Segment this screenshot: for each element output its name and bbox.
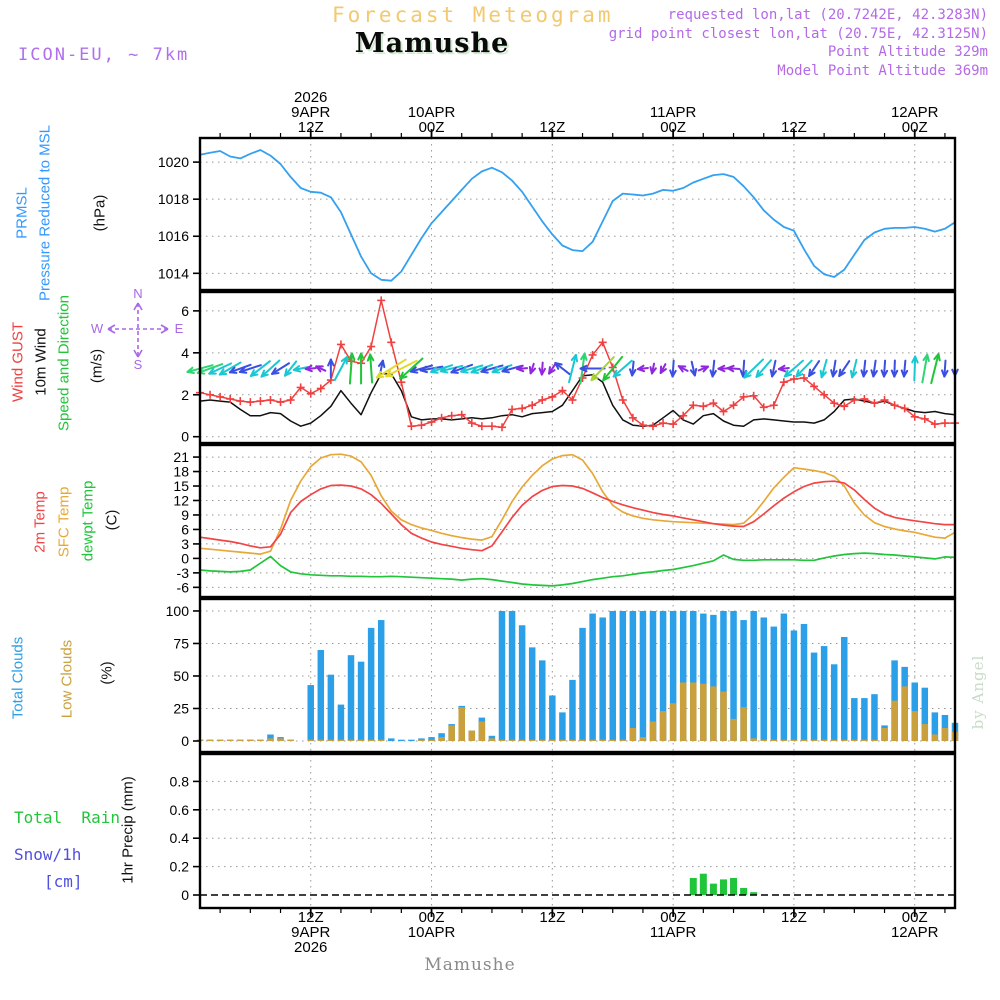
bottom-time-label: 11APR [649, 924, 697, 941]
total-cloud-bar [368, 628, 375, 741]
total-cloud-bar [318, 650, 325, 741]
temp-2m-label: 2m Temp [31, 491, 49, 553]
temp-2m-line [200, 481, 955, 551]
low-cloud-bar [791, 740, 798, 741]
low-cloud-bar [217, 740, 224, 741]
wind-arrow-head [851, 371, 852, 377]
top-time-label: 00Z [418, 119, 445, 136]
precip-ytick-label: 0.6 [169, 801, 189, 818]
total-cloud-bar [378, 620, 385, 741]
low-cloud-bar [458, 707, 465, 741]
wind-arrow-head [530, 367, 531, 373]
wind-arrows [187, 354, 957, 384]
low-cloud-bar [287, 740, 294, 741]
low-cloud-bar [599, 740, 606, 741]
wind-unit-label: (m/s) [88, 348, 106, 384]
low-cloud-bar [509, 740, 515, 741]
precip-bars [200, 874, 955, 895]
pressure-axis-label-sub: Pressure Reduced to MSL [36, 125, 54, 301]
low-cloud-bar [227, 740, 234, 741]
total-cloud-bar [358, 662, 365, 741]
low-cloud-bar [640, 737, 647, 741]
wind-arrow-head [831, 370, 833, 376]
station-title: Mamushe [354, 28, 510, 59]
wind-arrow-head [938, 354, 939, 360]
low-cloud-bar [549, 740, 556, 741]
total-cloud-bar [821, 646, 828, 741]
top-time-label: 12Z [781, 119, 807, 136]
pressure-axis-label-main: PRMSL [13, 187, 31, 239]
total-cloud-bar [559, 712, 566, 741]
wind-arrow-head [585, 354, 587, 360]
low-cloud-bar [428, 740, 435, 741]
top-time-label: 12APR [890, 104, 939, 121]
total-cloud-bar [408, 740, 415, 741]
wind-ytick-label: 4 [181, 344, 189, 361]
total-cloud-bar [791, 630, 798, 741]
pressure-unit-label: (hPa) [91, 194, 109, 232]
wind-ytick-label: 2 [181, 386, 189, 403]
top-time-label: 00Z [901, 119, 928, 136]
low-cloud-bar [901, 686, 908, 741]
sfc-temp-line [200, 454, 955, 554]
wind-arrow-head [549, 367, 550, 373]
precip-ytick-label: 0.2 [169, 858, 189, 875]
low-cloud-bar [690, 682, 697, 741]
total-cloud-bar [519, 625, 526, 741]
low-cloud-bar [730, 719, 737, 741]
low-cloud-bar [660, 711, 667, 741]
total-cloud-bar [771, 627, 778, 741]
low-cloud-bar [891, 701, 898, 741]
low-cloud-bar [771, 740, 778, 741]
low-cloud-bar [469, 731, 476, 741]
low-cloud-bar [911, 711, 918, 741]
low-cloud-bar [871, 740, 878, 741]
clouds-unit-label: (%) [98, 661, 116, 685]
low-cloud-bar [801, 740, 808, 741]
pressure-ytick-label: 1014 [157, 265, 189, 282]
bottom-time-label: 00Z [418, 909, 445, 926]
low-cloud-bar [781, 740, 788, 741]
top-time-label: 00Z [660, 119, 687, 136]
low-cloud-bar [257, 740, 264, 741]
low-cloud-bar [277, 738, 284, 741]
top-time-label: 9APR [291, 104, 331, 121]
low-cloud-bar [700, 684, 707, 741]
rain-bar [720, 879, 727, 895]
low-cloud-bar [247, 740, 254, 741]
low-cloud-bar [358, 740, 365, 741]
bottom-time-label: 2026 [294, 939, 328, 956]
wind-arrow-head [650, 367, 651, 373]
total-cloud-bar [650, 611, 657, 741]
wind-arrow-head [285, 369, 286, 375]
meta-requested: requested lon,lat (20.7242E, 42.3283N) [667, 7, 988, 23]
low-cloud-bar [720, 692, 727, 741]
low-cloud-bar [922, 724, 929, 741]
total-cloud-bar [609, 611, 616, 741]
temp-dewpt-label: dewpt Temp [79, 480, 97, 562]
total-cloud-bar [338, 705, 345, 741]
low-cloud-bar [750, 738, 757, 741]
low-cloud-bar [740, 707, 747, 741]
pressure-ytick-label: 1016 [157, 228, 189, 245]
wind-speed-line [200, 374, 955, 426]
clouds-ytick-label: 50 [173, 667, 189, 684]
precip-ytick-label: 0.8 [169, 773, 189, 790]
total-cloud-bar [579, 628, 586, 741]
total-cloud-bar [640, 611, 647, 741]
low-cloud-bar [479, 721, 486, 741]
total-cloud-bar [388, 738, 395, 741]
low-cloud-bar [559, 740, 566, 741]
y-axis [158, 154, 200, 903]
footer-station: Mamushe [424, 955, 516, 975]
wind-arrow-head [809, 370, 810, 376]
total-cloud-bar [620, 611, 627, 741]
low-cloud-bar [328, 740, 335, 741]
compass-north: N [133, 288, 143, 301]
wind-arrow-head [576, 355, 577, 361]
low-cloud-bar [368, 740, 375, 741]
total-cloud-bar [348, 655, 355, 741]
low-cloud-bar [529, 740, 536, 741]
total-cloud-bar [499, 611, 506, 741]
total-cloud-bar [539, 660, 546, 741]
rain-bar [740, 888, 747, 895]
pressure-line [200, 150, 955, 281]
temp-ytick-label: 6 [181, 521, 189, 538]
low-cloud-bar [620, 740, 627, 741]
low-cloud-bar [821, 740, 828, 741]
precip-snow-unit-label: [cm] [44, 872, 83, 891]
pressure-panel-border [200, 138, 955, 290]
temp-ytick-label: 21 [173, 449, 189, 466]
low-cloud-bar [318, 740, 325, 741]
rain-bar [700, 874, 707, 895]
low-cloud-bar [489, 738, 496, 741]
wind-arrow [603, 357, 622, 380]
wind-arrow-head [555, 363, 561, 364]
temp-ytick-label: 15 [173, 478, 189, 495]
low-cloud-bar [378, 740, 385, 741]
temp-ytick-label: 12 [173, 492, 189, 509]
low-cloud-bar [267, 738, 274, 741]
low-cloud-bar [539, 740, 546, 741]
precip-ytick-label: 0 [181, 887, 189, 904]
model-label: ICON-EU, ~ 7km [18, 45, 190, 65]
top-time-label: 10APR [407, 104, 456, 121]
precip-snow-label: Snow/1h [14, 845, 82, 864]
total-cloud-bar [307, 685, 314, 741]
total-cloud-bar [589, 614, 596, 741]
temp-ytick-label: 0 [181, 550, 189, 567]
low-cloud-bar [307, 740, 314, 741]
pressure-ytick-label: 1020 [157, 154, 189, 171]
temp-ytick-label: -6 [176, 579, 189, 596]
total-cloud-bar [871, 694, 878, 741]
wind-gust-label: Wind GUST [9, 321, 27, 403]
compass-east: E [174, 321, 184, 336]
low-cloud-bar [237, 740, 244, 741]
low-cloud-bar [680, 682, 687, 741]
low-cloud-bar [569, 740, 576, 741]
total-cloud-bar [509, 611, 515, 741]
temp-sfc-label: SFC Temp [55, 486, 73, 558]
low-cloud-bar [760, 740, 767, 741]
gridlines [200, 138, 955, 908]
low-cloud-bar [630, 728, 637, 741]
clouds-ytick-label: 25 [173, 700, 189, 717]
wind-arrow-head [927, 355, 929, 361]
low-cloud-bar [851, 740, 858, 741]
wind-direction-label: Speed and Direction [55, 295, 73, 431]
temp-ytick-label: 3 [181, 535, 189, 552]
low-cloud-bar [811, 740, 818, 741]
low-cloud-bar [348, 740, 355, 741]
rain-bar [710, 884, 717, 895]
clouds-low-label: Low Clouds [58, 639, 76, 719]
total-cloud-bar [630, 611, 637, 741]
total-cloud-bar [851, 698, 858, 741]
wind-gust-line [200, 300, 955, 427]
low-cloud-bar [207, 740, 214, 741]
precip-ytick-label: 0.4 [169, 830, 189, 847]
total-cloud-bar [750, 611, 757, 741]
clouds-ytick-label: 75 [173, 635, 189, 652]
wind-ytick-label: 0 [181, 428, 189, 445]
low-cloud-bar [710, 686, 717, 741]
low-cloud-bar [448, 725, 455, 741]
low-cloud-bar [650, 721, 657, 741]
wind-arrow-head [871, 370, 873, 376]
wind-speed-label: 10m Wind [32, 328, 50, 396]
low-cloud-bar [579, 740, 586, 741]
meta-point-altitude: Point Altitude 329m [827, 44, 988, 60]
compass-west: W [90, 321, 104, 336]
temp-ytick-label: -3 [176, 564, 189, 581]
bottom-time-label: 12Z [539, 909, 566, 926]
total-cloud-bar [398, 740, 405, 741]
low-cloud-bar [519, 740, 526, 741]
temp-unit-label: (C) [103, 509, 121, 531]
top-time-label: 12Z [297, 119, 324, 136]
total-cloud-bar [831, 664, 838, 741]
precip-unit-label: 1hr Precip (mm) [119, 776, 137, 884]
low-cloud-bar [942, 728, 949, 741]
total-cloud-bar [599, 617, 606, 741]
low-cloud-bar [609, 740, 616, 741]
low-cloud-bar [841, 740, 848, 741]
low-cloud-bar [589, 740, 596, 741]
rain-bar [730, 878, 737, 895]
meta-gridpoint: grid point closest lon,lat (20.75E, 42.3125N) [608, 25, 988, 42]
wind-arrow-head [771, 370, 772, 376]
clouds-ytick-label: 100 [165, 602, 189, 619]
top-time-label: 12Z [539, 119, 566, 136]
compass-south: S [133, 357, 143, 370]
total-cloud-bar [781, 614, 788, 741]
precip-panel-border [200, 754, 955, 908]
top-time-label: 11APR [649, 104, 697, 121]
low-cloud-bar [670, 703, 677, 741]
low-cloud-bar [438, 737, 445, 741]
meta-model-altitude: Model Point Altitude 369m [777, 62, 988, 79]
low-cloud-bar [831, 740, 838, 741]
banner-title: Forecast Meteogram [332, 3, 614, 27]
total-cloud-bar [841, 637, 848, 741]
total-cloud-bar [529, 647, 536, 741]
temp-ytick-label: 9 [181, 506, 189, 523]
clouds-ytick-label: 0 [181, 732, 189, 749]
wind-arrow-head [383, 361, 384, 367]
total-cloud-bar [549, 695, 556, 741]
pressure-ytick-label: 1018 [157, 191, 189, 208]
wind-ytick-label: 6 [181, 302, 189, 319]
dewpt-line [200, 553, 955, 586]
low-cloud-bar [499, 740, 506, 741]
watermark: by Angel [969, 654, 987, 730]
bottom-time-label: 00Z [901, 909, 928, 926]
bottom-time-label: 12APR [890, 924, 939, 941]
low-cloud-bar [861, 740, 868, 741]
top-time-label: 2026 [294, 89, 328, 106]
bottom-time-label: 12Z [297, 909, 324, 926]
total-cloud-bar [801, 624, 808, 741]
low-cloud-bar [338, 740, 345, 741]
total-cloud-bar [569, 680, 576, 741]
bottom-time-label: 10APR [407, 924, 456, 941]
temp-ytick-label: 18 [173, 463, 189, 480]
total-cloud-bar [328, 675, 335, 741]
low-cloud-bar [881, 728, 888, 741]
clouds-total-label: Total Clouds [9, 636, 27, 720]
time-axis [220, 89, 945, 956]
wind-arrow-head [821, 371, 822, 377]
precip-rain-label: Total Rain [14, 808, 120, 827]
total-cloud-bar [760, 617, 767, 741]
total-cloud-bar [861, 698, 868, 741]
wind-arrow [251, 361, 270, 376]
bottom-time-label: 00Z [660, 909, 687, 926]
low-cloud-bar [418, 740, 425, 741]
low-cloud-bar [932, 734, 939, 741]
bottom-time-label: 9APR [291, 924, 331, 941]
rain-bar [690, 878, 697, 895]
bottom-time-label: 12Z [781, 909, 807, 926]
total-cloud-bar [811, 653, 818, 741]
wind-arrow-head [839, 370, 840, 376]
